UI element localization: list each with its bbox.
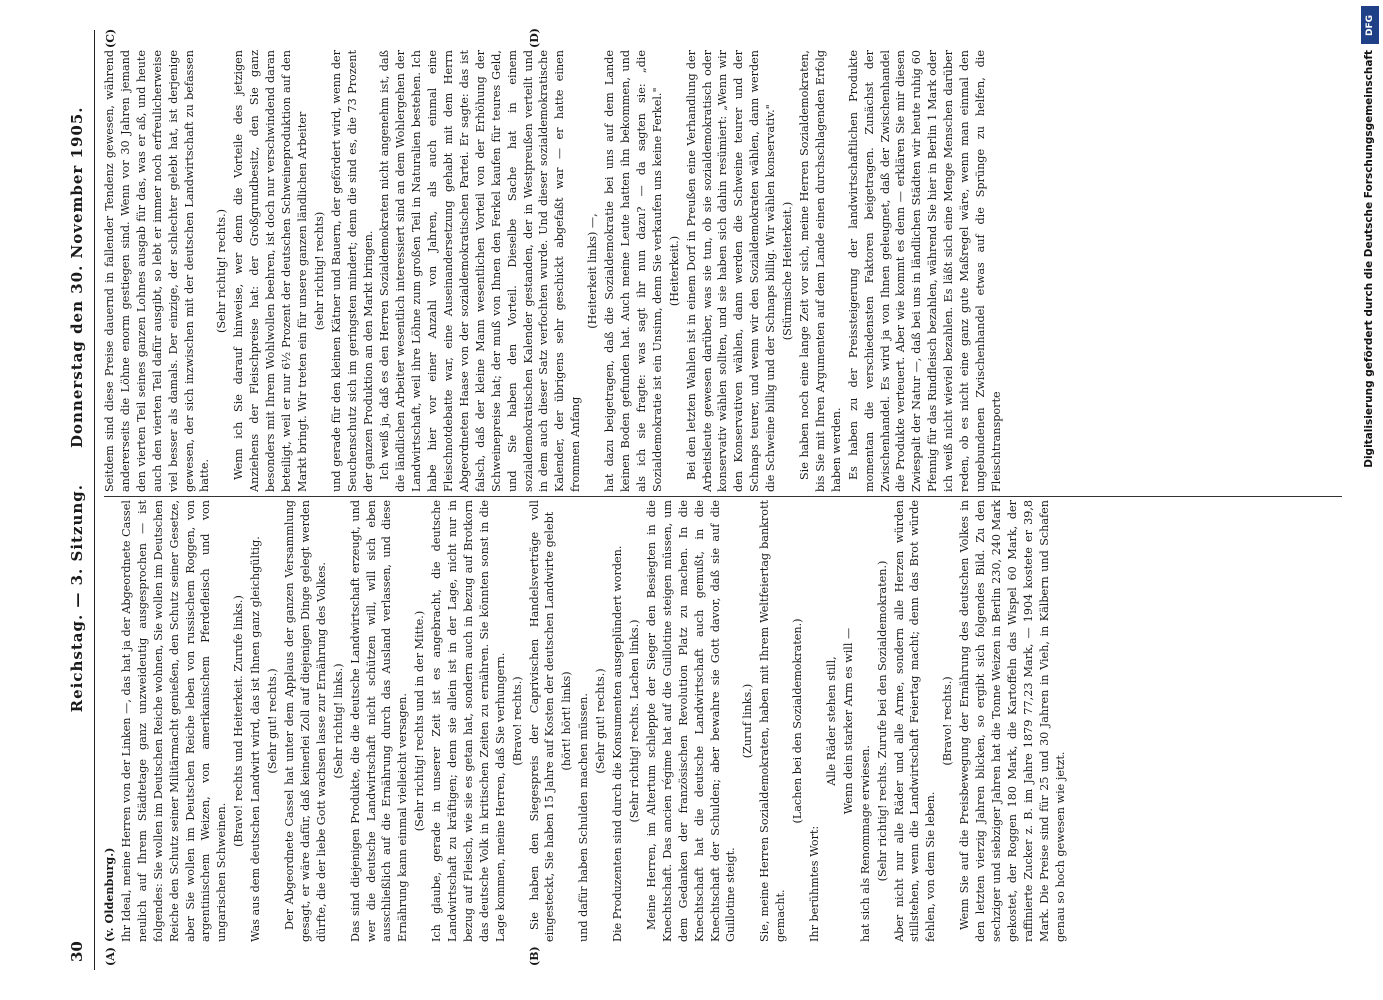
rotated-page xyxy=(60,30,1350,970)
paragraph: Sie, meine Herren Sozialdemokraten, haben mit Ihrem Weltfeiertag bankrott gemacht. xyxy=(758,500,788,942)
margin-mark-d: (D) xyxy=(528,28,541,48)
paragraph: und dafür haben Schulden machen müssen. xyxy=(577,693,591,942)
interjection: (hört! hört! links) xyxy=(560,671,574,771)
paragraph: Ihr Ideal, meine Herren von der Linken —, das hat ja der Abgeordnete Cassel neulich auf Ihrem Städtetage ganz unzweideutig ausgesprochen — ist folgendes: Sie wollen im Deutschen Reiche wohnen, Sie wollen im Deutschen Reiche den Schutz seiner Militärmacht genießen, den Schutz seiner Gesetze, aber Sie wollen im Deutschen Reiche leben von russischem Roggen, von argentinischem Weizen, von amerikanischem Pferdefleisch und von ungarischen Schweinen. xyxy=(119,500,229,942)
paragraph: Meine Herren, im Altertum schleppte der Sieger den Besiegten in die Knechtschaft. Das ancien régime hat auf die Guillotine steigen müssen, um dem Gedanken der französischen Revolution Platz zu machen. In die Knechtschaft hat die deutsche Landwirtschaft auch gemußt, in die Knechtschaft der Schulden; aber bewahre sie Gott davor, daß sie auf die Guillotine steigt. xyxy=(644,500,738,942)
paragraph: Bei den letzten Wahlen ist in einem Dorf in Preußen eine Verhandlung der Arbeitsleute gewesen darüber, was sie tun, ob sie sozialdemokratisch oder konservativ wählen sollten, und sie haben sich dahin resümiert: „Wenn wir den Konservativen wählen, dann werden die Schweine teurer und der Schnaps teurer, und wenn wir den Sozialdemokraten wählen, dann werden die Schweine billig und der Schnaps billig. Wir wählen konservativ." xyxy=(684,50,778,492)
text-column-left xyxy=(102,500,1344,942)
paragraph: Sie haben noch eine lange Zeit vor sich, meine Herren Sozialdemokraten, bis Sie mit Ihren Argumenten auf dem Lande einen durchschlagenden Erfolg haben werden. xyxy=(797,50,843,492)
margin-mark-b: (B) xyxy=(528,946,541,966)
interjection: (Lachen bei den Sozialdemokraten.) xyxy=(791,618,805,824)
interjection: (Bravo! rechts.) xyxy=(510,676,524,766)
interjection: (Zuruf links.) xyxy=(741,683,755,759)
column-divider xyxy=(104,496,1342,497)
paragraph: Ich glaube, gerade in unserer Zeit ist es angebracht, die deutsche Landwirtschaft zu kräftigen; denn sie allein ist in der Lage, nicht nur in bezug auf Fleisch, wie sie es getan hat, sondern auch in bezug auf Brotkorn das deutsche Volk in kritischen Zeiten zu ernähren. Sie könnten sonst in die Lage kommen, meine Herren, daß Sie verhungern. xyxy=(430,500,507,942)
paragraph: Die Produzenten sind durch die Konsumenten ausgeplündert worden. xyxy=(611,545,625,942)
page-header xyxy=(60,30,95,970)
interjection: (sehr richtig! rechts) xyxy=(312,211,326,331)
interjection: (Sehr richtig! rechts und in der Mitte.) xyxy=(413,610,427,832)
interjection: (Bravo! rechts und Heiterkeit. Zurufe links.) xyxy=(232,595,246,847)
paragraph: hat dazu beigetragen, daß die Sozialdemokratie bei uns auf dem Lande keinen Boden gefunden hat. Auch meine Leute hatten ihn bekommen, und als ich sie fragte: was sagt ihr nun dazu? — da sagten sie: „die Sozialdemokratie ist ein Unsinn, denn Sie verkaufen uns keine Ferkel." xyxy=(603,50,664,492)
interjection: (Sehr gut! rechts.) xyxy=(266,668,280,774)
header-right-title: Donnerstag den 30. November 1905. xyxy=(68,106,86,448)
interjection: (Sehr richtig! rechts.) xyxy=(215,208,229,334)
paragraph: Wenn ich Sie darauf hinweise, wer denn die Vorteile des jetzigen Anziehens der Fleischpreise hat: der Großgrundbesitz, den Sie ganz besonders mit Ihrem Wohlwollen beehren, ist doch nur verschwindend daran beteiligt, weil er nur 6½ Prozent der deutschen Schweineproduktion auf den Markt bringt. Wir treten ein für unsere ganzen ländlichen Arbeiter xyxy=(232,50,309,492)
paragraph: Alle Räder stehen still, xyxy=(824,656,838,786)
paragraph: Sie haben den Siegespreis der Caprivischen Handelsverträge voll eingesteckt, Sie haben 15 Jahre auf Kosten der deutschen Landwirte gelebt xyxy=(527,500,557,942)
paragraph: Wenn Sie auf die Preisbewegung der Ernährung des deutschen Volkes in den letzten vierzig Jahren blicken, so ergibt sich folgendes Bild. Zu den sechziger und siebziger Jahren hat die Tonne Weizen in Berlin 230, 240 Mark gekostet, der Roggen 180 Mark, die Kartoffeln das Wispel 60 Mark, der raffinierte Zucker z. B. im Jahre 1879 77,23 Mark, — 1904 kostete er 39,8 Mark. Die Preise sind für 25 und 30 Jahren in Vieh, in Kälbern und Schafen genau so hoch gewesen wie jetzt. xyxy=(958,500,1067,942)
page-number: 30 xyxy=(68,941,86,962)
interjection: (Bravo! rechts.) xyxy=(941,676,955,766)
dfg-funding-note: Digitalisierung gefördert durch die Deutsche Forschungsgemeinschaft xyxy=(1363,50,1375,468)
interjection: (Sehr richtig! links.) xyxy=(331,663,345,779)
paragraph: Der Abgeordnete Cassel hat unter dem Applaus der ganzen Versammlung gesagt, er wäre dafür, daß keinerlei Zoll auf diejenigen Dinge gelegt werden dürfte, die der liebe Gott wachsen lasse zur Ernährung des Volkes. xyxy=(282,500,328,942)
paragraph: Seitdem sind diese Preise dauernd in fallender Tendenz gewesen, während andererseits die Löhne enorm gestiegen sind. Wenn vor 30 Jahren jemand den vierten Teil seines ganzen Lohnes ausgab für das, was er aß, und heute auch den vierten Teil dafür ausgibt, so lebt er immer noch erfreulicherweise viel besser als damals. Der einzige, der schlechter gelebt hat, ist derjenige gewesen, der sich inzwischen mit der deutschen Landwirtschaft zu befassen hatte. xyxy=(103,50,212,492)
paragraph: hat sich als Renommage erwiesen. xyxy=(858,745,872,942)
interjection: (Sehr richtig! rechts. Zurufe bei den Sozialdemokraten.) xyxy=(875,560,889,882)
speaker-name: (v. Oldenburg.) xyxy=(102,847,116,942)
paragraph: Was aus dem deutschen Landwirt wird, das ist Ihnen ganz gleichgültig. xyxy=(249,536,263,942)
margin-mark-c: (C) xyxy=(104,28,117,48)
text-column-right xyxy=(102,50,1344,492)
paragraph: Aber nicht nur alle Räder und alle Arme, sondern alle Herzen würden stillstehen, wenn die Landwirtschaft Feiertag macht; denn das Brot würde fehlen, von dem Sie leben. xyxy=(892,500,938,942)
paragraph: Ihr berühmtes Wort: xyxy=(807,825,821,942)
interjection: (Stürmische Heiterkeit.) xyxy=(781,201,795,341)
paragraph: Ich weiß ja, daß es den Herren Sozialdemokraten nicht angenehm ist, daß die ländlichen Arbeiter wesentlich interessiert sind an dem Wohlergehen der Landwirtschaft, weil ihre Löhne zum großen Teil in Naturalien bestehen. Ich habe hier vor einer Anzahl von Jahren, als auch einmal eine Fleischnotdebatte war, eine Auseinandersetzung gehabt mit dem Herrn Abgeordneten Haase von der sozialdemokratischen Partei. Er sagte: das ist falsch, daß der kleine Mann wesentlichen Vorteil von der Erhöhung der Schweinepreise hat; der muß von Ihnen den Ferkel kaufen für teures Geld, und Sie haben den Vorteil. Dieselbe Sache hat in einem sozialdemokratischen Kalender gestanden, der in Westpreußen verteilt und in dem auch dieser Satz verfochten wurde. Und dieser sozialdemokratische Kalender, der übrigens sehr geschickt abgefaßt war — er hatte einen frommen Anfang xyxy=(378,50,583,492)
paragraph: Das sind diejenigen Produkte, die die deutsche Landwirtschaft erzeugt, und wer die deutsche Landwirtschaft nicht schützen will, will sich eben ausschließlich auf die Ernährung durch das Ausland verlassen, und diese Ernährung kann einmal vielleicht versagen. xyxy=(348,500,410,942)
interjection: (Heiterkeit.) xyxy=(667,235,681,307)
dfg-logo: DFG xyxy=(1361,6,1379,44)
paragraph: Es haben zu der Preissteigerung der landwirtschaftlichen Produkte momentan die verschiedensten Faktoren beigetragen. Zunächst der Zwischenhandel. Es wird ja von Ihnen geleugnet, daß der Zwischenhandel die Produkte verteuert. Aber wie kommt es denn — erklären Sie mir diesen Zwiespalt der Natur —, daß bei uns in ländlichen Städten wir heute ruhig 60 Pfennig für das Rindfleisch bezahlen, während Sie hier in Berlin 1 Mark oder ich weiß nicht wieviel bezahlen. Es läßt sich eine Menge Menschen darüber reden, ob es nicht eine ganz gute Maßregel wäre, wenn man einmal den ungebundenen Zwischenhandel etwas auf die Sprünge zu helfen, die Fleischtransporte xyxy=(846,50,1003,492)
interjection: (Heiterkeit links) —, xyxy=(586,213,600,329)
header-left-title: Reichstag. — 3. Sitzung. xyxy=(68,484,86,713)
interjection: (Sehr richtig! rechts. Lachen links.) xyxy=(628,619,641,823)
paragraph: Wenn dein starker Arm es will — xyxy=(841,627,855,815)
interjection: (Sehr gut! rechts.) xyxy=(594,668,608,774)
dfg-sidebar xyxy=(1357,0,1383,1000)
margin-mark-a: (A) xyxy=(104,947,117,966)
paragraph: und gerade für den kleinen Kätner und Bauern, der gefördert wird, wenn der Seuchenschutz sich im geringsten mindert; denn die sind es, die 73 Prozent der ganzen Produktion an den Markt bringen. xyxy=(329,50,375,492)
